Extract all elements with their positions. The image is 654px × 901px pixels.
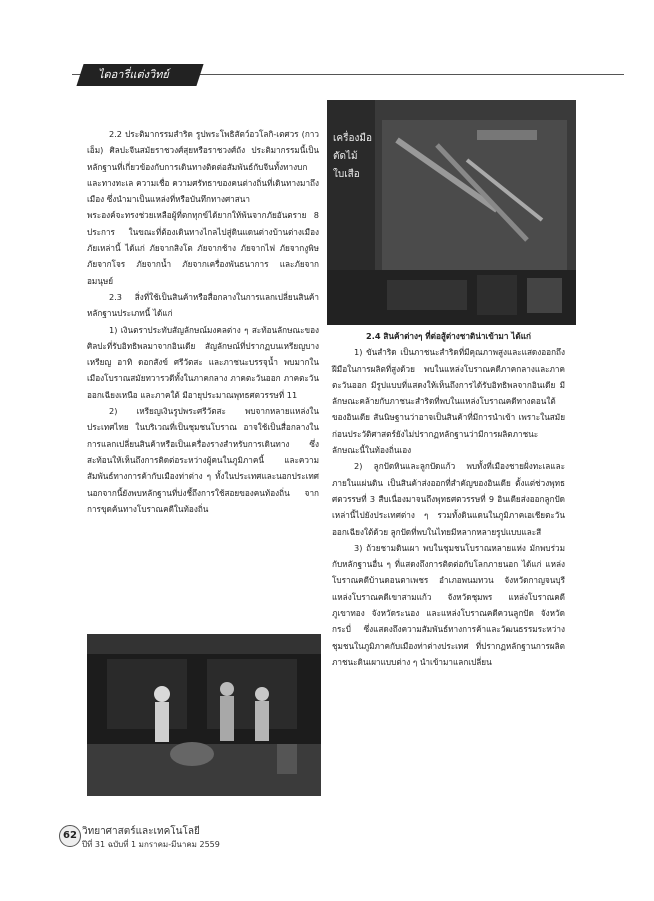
- exhibit-figures-image: [87, 634, 321, 796]
- paragraph: 1) ขันสำริด เป็นภาชนะสำริดที่มีคุณภาพสูงและแสดงออกถึงฝีมือในการผลิตที่สูงด้วย พบในแหล่งโบราณคดีภาคกลางและภาคตะวันออก มีรูปแบบที่แสดงให้เห็นถึงการได้รับอิทธิพลจากอินเดีย มีลักษณะคล้ายกับภาชนะสำริดที่พบในแหล่งโบราณคดีทางตอนใต้ของอินเดีย สันนิษฐานว่าอาจเป็นสินค้าที่มีการนำเข้า เพราะในสมัยก่อนประวัติศาสตร์ยังไม่ปรากฏหลักฐานว่ามีการผลิตภาชนะลักษณะนี้ในท้องถิ่นเอง: [332, 347, 565, 456]
- section-title: ไดอารี่แต่งวิทย์: [98, 68, 169, 81]
- left-column: [87, 126, 319, 517]
- paragraph: พระองค์จะทรงช่วยเหลือผู้ที่ตกทุกข์ได้ยากให้พ้นจากภัยอันตราย 8 ประการ ในขณะที่ต้องเดินทางไกลไปสู่ดินแดนต่างบ้านต่างเมือง ภัยเหล่านี้ ได้แก่ ภัยจากสิงโต ภัยจากช้าง ภัยจากไฟ ภัยจากงูพิษ ภัยจากโจร ภัยจากน้ำ ภัยจากเครื่องพันธนาการ และภัยจากอมนุษย์: [87, 210, 319, 286]
- section-heading: 2.4 สินค้าต่างๆ ที่ต่อสู้ต่างชาติน่าเข้ามา ได้แก่: [366, 331, 531, 341]
- right-column: [332, 328, 565, 670]
- museum-photo-figures: [87, 634, 321, 796]
- page-number: 62: [59, 825, 81, 847]
- paragraph: 2) ลูกปัดหินและลูกปัดแก้ว พบทั้งที่เมืองชายฝั่งทะเลและภายในแผ่นดิน เป็นสินค้าส่งออกที่สำคัญของอินเดีย ตั้งแต่ช่วงพุทธศตวรรษที่ 3 สืบเนื่องมาจนถึงพุทธศตวรรษที่ 9 อินเดียส่งออกลูกปัดเหล่านี้ไปยังประเทศต่าง ๆ รวมทั้งดินแดนในภูมิภาคเอเชียตะวันออกเฉียงใต้ด้วย ลูกปัดที่พบในไทยมีหลากหลายรูปแบบและสี: [332, 461, 565, 537]
- photo-sign-text: เครื่องมือ ตัดไม้ ใบเสือ: [333, 133, 372, 180]
- section-tab: [76, 64, 203, 86]
- paragraph: 3) ถ้วยชามดินเผา พบในชุมชนโบราณหลายแห่ง มักพบร่วมกับหลักฐานอื่น ๆ ที่แสดงถึงการติดต่อกับโลกภายนอก ได้แก่ แหล่งโบราณคดีบ้านดอนตาเพชร อำเภอพนมทวน จังหวัดกาญจนบุรี แหล่งโบราณคดีเขาสามแก้ว จังหวัดชุมพร แหล่งโบราณคดีภูเขาทอง จังหวัดระนอง และแหล่งโบราณคดีควนลูกปัด จังหวัดกระบี่ ซึ่งแสดงถึงความสัมพันธ์ทางการค้าและวัฒนธรรมระหว่างชุมชนในภูมิภาคกับเมืองท่าต่างประเทศ ที่ปรากฏหลักฐานการผลิตภาชนะดินเผาแบบต่าง ๆ นำเข้ามาแลกเปลี่ยน: [332, 542, 565, 667]
- paragraph: 2.2 ประติมากรรมสำริด รูปพระโพธิสัตว์อวโลกิ-เตศวร (กาวเอ็ม) ศิลปะจีนสมัยราชวงศ์สุยหรือราชวงศ์ถัง ประติมากรรมนี้เป็นหลักฐานที่เกี่ยวข้องกับการเดินทางติดต่อสัมพันธ์กับจีนทั้งทางบกและทางทะเล ความเชื่อ ความศรัทธาของคนต่างถิ่นที่เดินทางมาถึงเมือง ซึ่งนำมาเป็นแหล่งที่หรือบันทึกทางศาสนา: [87, 129, 319, 205]
- museum-photo-tools: [327, 100, 576, 325]
- paragraph: 2.3 สิ่งที่ใช้เป็นสินค้าหรือสื่อกลางในการแลกเปลี่ยนสินค้า หลักฐานประเภทนี้ ได้แก่: [87, 291, 319, 319]
- paragraph: 1) เงินตราประทับสัญลักษณ์มงคลต่าง ๆ สะท้อนลักษณะของศิลปะที่รับอิทธิพลมาจากอินเดีย สัญลักษณ์ที่ปรากฏบนเหรียญบางเหรียญ อาทิ ดอกสังข์ ศรีวัตสะ และภาชนะบรรจุน้ำ พบมากในเมืองโบราณสมัยทวารวดีทั้งในภาคกลาง ภาคตะวันออก ภาคตะวันออกเฉียงเหนือ และภาคใต้ มีอายุประมาณพุทธศตวรรษที่ 11: [87, 324, 319, 400]
- journal-issue: ปีที่ 31 ฉบับที่ 1 มกราคม-มีนาคม 2559: [82, 840, 220, 849]
- journal-name: วิทยาศาสตร์และเทคโนโลยี: [82, 826, 200, 837]
- paragraph: 2) เหรียญเงินรูปพระศรีวัตสะ พบจากหลายแหล่งในประเทศไทย ในบริเวณที่เป็นชุมชนโบราณ อาจใช้เป็นสื่อกลางในการแลกเปลี่ยนสินค้าหรือเป็นเครื่องรางสำหรับการเดินทาง ซึ่งสะท้อนให้เห็นถึงการติดต่อระหว่างผู้คนในภูมิภาคนี้ และความสัมพันธ์ทางการค้ากับเมืองท่าต่าง ๆ ทั้งในประเทศและนอกประเทศ นอกจากนี้ยังพบหลักฐานที่บ่งชี้ถึงการใช้สอยของคนท้องถิ่น จากการขุดค้นทางโบราณคดีในท้องถิ่น: [87, 406, 319, 514]
